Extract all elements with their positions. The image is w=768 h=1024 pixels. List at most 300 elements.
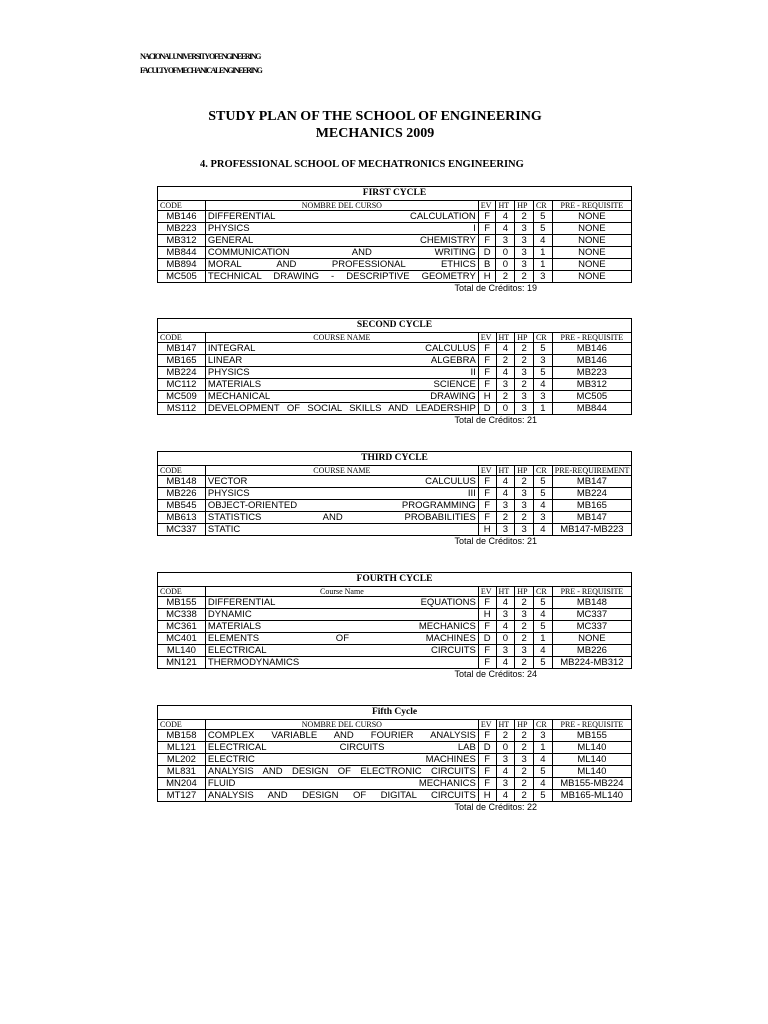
course-prerequisite: MB224-MB312 [552,657,631,669]
course-ev: H [478,391,496,403]
column-header: Course Name [205,587,478,597]
course-prerequisite: ML140 [552,754,631,766]
course-row [158,247,632,259]
course-ev: F [478,657,496,669]
course-ev: F [478,211,496,223]
course-name: DIFFERENTIAL EQUATIONS [205,597,478,609]
course-code: MC338 [158,609,206,621]
course-ev: F [478,343,496,355]
course-ht: 0 [496,259,515,271]
course-name: MORAL AND PROFESSIONAL ETHICS [205,259,478,271]
course-ht: 0 [496,742,515,754]
course-hp: 3 [515,367,534,379]
course-cr: 1 [533,259,552,271]
column-header: CR [533,201,552,211]
course-name: ANALYSIS AND DESIGN OF ELECTRONIC CIRCUITS [205,766,478,778]
course-prerequisite: NONE [552,235,631,247]
course-row [158,488,632,500]
course-code: MB894 [158,259,206,271]
course-name: STATISTICS AND PROBABILITIES [205,512,478,524]
course-ht: 4 [496,597,515,609]
course-row [158,597,632,609]
cycle-title: SECOND CYCLE [158,319,632,333]
course-hp: 2 [515,597,534,609]
course-hp: 2 [515,211,534,223]
course-row [158,621,632,633]
page-title-line-2: MECHANICS 2009 [315,126,435,141]
header-line-1: NACIONAL UNIVERSITY OF ENGINEERING [140,52,261,61]
course-row [158,367,632,379]
course-ev: H [478,524,496,536]
course-code: MC505 [158,271,206,283]
course-ev: F [478,645,496,657]
course-prerequisite: MC337 [552,621,631,633]
course-row [158,259,632,271]
course-cr: 3 [533,271,552,283]
course-hp: 2 [515,343,534,355]
cycle-total-credits [157,415,632,426]
course-ht: 3 [496,235,515,247]
column-header: HT [496,587,515,597]
course-row [158,512,632,524]
course-code: ML202 [158,754,206,766]
course-cr: 5 [534,766,553,778]
course-code: MN204 [158,778,206,790]
column-header: HP [515,587,534,597]
column-header: COURSE NAME [205,333,478,343]
course-name: ELECTRICAL CIRCUITS LAB [205,742,478,754]
course-ht: 2 [496,730,515,742]
course-hp: 2 [515,355,534,367]
course-ev: H [478,790,496,802]
cycle-title: THIRD CYCLE [158,452,632,466]
column-header: CODE [158,720,206,730]
course-cr: 4 [533,379,552,391]
column-header: HT [496,201,515,211]
course-ev: F [478,223,496,235]
course-name: ELECTRIC MACHINES [205,754,478,766]
course-ev: F [478,379,496,391]
course-ht: 0 [496,247,515,259]
column-header: PRE-REQUIREMENT [552,466,631,476]
course-prerequisite: MB165-ML140 [552,790,631,802]
course-code: MB224 [158,367,206,379]
course-ev: H [478,609,496,621]
course-hp: 3 [515,488,534,500]
course-row [158,500,632,512]
course-hp: 2 [515,730,534,742]
course-name: MECHANICAL DRAWING [205,391,478,403]
column-header: HP [515,201,534,211]
course-ev: D [478,633,496,645]
column-header-row [158,587,632,597]
course-ev: F [478,355,496,367]
course-cr: 4 [534,500,553,512]
column-header: HP [515,466,534,476]
column-header: NOMBRE DEL CURSO [205,201,478,211]
course-ht: 4 [496,367,515,379]
course-name: PHYSICS II [205,367,478,379]
course-ht: 4 [496,488,515,500]
course-ht: 3 [496,524,515,536]
course-cr: 5 [533,223,552,235]
course-hp: 3 [515,609,534,621]
course-code: MC361 [158,621,206,633]
course-code: MN121 [158,657,206,669]
course-code: MB158 [158,730,206,742]
course-row [158,609,632,621]
course-code: MC401 [158,633,206,645]
course-cr: 5 [534,488,553,500]
course-prerequisite: MB844 [552,403,631,415]
column-header: COURSE NAME [205,466,478,476]
course-hp: 2 [515,379,534,391]
course-cr: 1 [533,247,552,259]
course-cr: 5 [533,343,552,355]
course-name: DIFFERENTIAL CALCULATION [205,211,478,223]
course-prerequisite: MC337 [552,609,631,621]
column-header-row [158,720,632,730]
cycle-table [157,451,632,536]
column-header-row [158,466,632,476]
course-prerequisite: MB146 [552,355,631,367]
course-cr: 3 [534,512,553,524]
column-header: HT [496,466,515,476]
course-hp: 3 [515,645,534,657]
course-code: MB146 [158,211,206,223]
course-ev: D [478,247,496,259]
column-header-row [158,201,632,211]
course-prerequisite: MB147-MB223 [552,524,631,536]
course-code: MB165 [158,355,206,367]
course-ht: 3 [496,645,515,657]
course-prerequisite: NONE [552,211,631,223]
course-prerequisite: MB223 [552,367,631,379]
course-prerequisite: MB226 [552,645,631,657]
course-prerequisite: MB146 [552,343,631,355]
cycle-total-credits [157,802,632,813]
column-header: PRE - REQUISITE [552,587,631,597]
course-hp: 2 [515,778,534,790]
course-prerequisite: NONE [552,633,631,645]
course-code: MB155 [158,597,206,609]
course-prerequisite: MB147 [552,476,631,488]
course-name: ELECTRICAL CIRCUITS [205,645,478,657]
course-row [158,271,632,283]
course-ev: B [478,259,496,271]
course-name: ELEMENTS OF MACHINES [205,633,478,645]
course-cr: 3 [534,730,553,742]
course-name: MATERIALS SCIENCE [205,379,478,391]
column-header-row [158,333,632,343]
course-cr: 4 [534,524,553,536]
course-hp: 3 [515,223,534,235]
column-header: CR [534,587,553,597]
course-cr: 1 [534,742,553,754]
course-prerequisite: MC505 [552,391,631,403]
course-ev: F [478,488,496,500]
school-subtitle: 4. PROFESSIONAL SCHOOL OF MECHATRONICS ENGINEERING [200,159,524,170]
cycle-section [157,705,632,813]
total-credits-text: Total de Créditos: 22 [454,802,537,812]
course-cr: 1 [534,633,553,645]
course-name: THERMODYNAMICS [205,657,478,669]
course-row [158,211,632,223]
column-header: HP [515,333,534,343]
course-code: MC509 [158,391,206,403]
course-code: ML121 [158,742,206,754]
course-ev: F [478,512,496,524]
column-header: NOMBRE DEL CURSO [205,720,478,730]
course-hp: 2 [515,476,534,488]
course-cr: 5 [534,476,553,488]
course-name: GENERAL CHEMISTRY [205,235,478,247]
course-row [158,391,632,403]
course-ht: 0 [496,633,515,645]
course-prerequisite: MB148 [552,597,631,609]
course-ht: 4 [496,223,515,235]
column-header: PRE - REQUISITE [552,201,631,211]
course-hp: 3 [515,524,534,536]
course-row [158,790,632,802]
course-cr: 5 [534,790,553,802]
column-header: EV [478,201,496,211]
cycle-title: FIRST CYCLE [158,187,632,201]
course-ht: 3 [496,609,515,621]
course-ht: 4 [496,343,515,355]
cycle-section [157,186,632,294]
course-ht: 2 [496,271,515,283]
course-code: MC112 [158,379,206,391]
course-ht: 2 [496,355,515,367]
course-hp: 2 [515,766,534,778]
column-header: HT [496,333,515,343]
course-row [158,778,632,790]
total-credits-text: Total de Créditos: 19 [454,283,537,293]
course-ev: F [478,500,496,512]
course-ev: F [478,754,496,766]
course-ev: F [478,766,496,778]
course-code: MB147 [158,343,206,355]
column-header: CR [534,720,553,730]
course-row [158,633,632,645]
course-ht: 4 [496,790,515,802]
course-ev: F [478,597,496,609]
course-name: INTEGRAL CALCULUS [205,343,478,355]
column-header: PRE - REQUISITE [552,333,631,343]
course-ev: D [478,403,496,415]
course-hp: 2 [515,657,534,669]
course-prerequisite: NONE [552,271,631,283]
course-ht: 0 [496,403,515,415]
course-name: STATIC [205,524,478,536]
cycle-section [157,572,632,680]
course-prerequisite: NONE [552,259,631,271]
column-header: EV [478,587,496,597]
course-row [158,403,632,415]
course-row [158,235,632,247]
course-row [158,730,632,742]
course-name: DEVELOPMENT OF SOCIAL SKILLS AND LEADERSHIP [205,403,478,415]
course-row [158,223,632,235]
course-hp: 3 [515,403,534,415]
course-code: MB844 [158,247,206,259]
course-cr: 4 [534,609,553,621]
cycle-title-row [158,319,632,333]
column-header: EV [478,466,496,476]
cycle-table [157,572,632,669]
course-row [158,754,632,766]
course-name: COMPLEX VARIABLE AND FOURIER ANALYSIS [205,730,478,742]
cycle-title: Fifth Cycle [158,706,632,720]
course-code: ML831 [158,766,206,778]
course-name: VECTOR CALCULUS [205,476,478,488]
course-name: MATERIALS MECHANICS [205,621,478,633]
column-header: CR [533,333,552,343]
total-credits-text: Total de Créditos: 21 [454,536,537,546]
course-code: MB226 [158,488,206,500]
course-hp: 2 [515,633,534,645]
column-header: CODE [158,333,206,343]
course-code: MB312 [158,235,206,247]
cycle-total-credits [157,283,632,294]
course-name: PHYSICS I [205,223,478,235]
cycle-section [157,451,632,547]
course-hp: 3 [515,754,534,766]
course-ev: F [478,476,496,488]
course-cr: 3 [533,391,552,403]
course-ev: F [478,621,496,633]
course-ev: F [478,778,496,790]
course-hp: 2 [515,790,534,802]
course-code: MB148 [158,476,206,488]
course-prerequisite: MB224 [552,488,631,500]
course-ev: F [478,367,496,379]
course-ht: 3 [496,379,515,391]
course-row [158,476,632,488]
course-cr: 5 [534,621,553,633]
column-header: HT [496,720,515,730]
course-row [158,645,632,657]
course-prerequisite: MB155 [552,730,631,742]
course-row [158,379,632,391]
course-ev: F [478,730,496,742]
course-hp: 3 [515,259,534,271]
page-title-line-1: STUDY PLAN OF THE SCHOOL OF ENGINEERING [208,109,542,124]
total-credits-text: Total de Créditos: 21 [454,415,537,425]
course-prerequisite: MB312 [552,379,631,391]
course-ht: 4 [496,476,515,488]
course-ev: H [478,271,496,283]
cycle-total-credits [157,669,632,680]
column-header: EV [478,333,496,343]
course-name: COMMUNICATION AND WRITING [205,247,478,259]
course-hp: 3 [515,391,534,403]
column-header: EV [478,720,496,730]
column-header: CODE [158,587,206,597]
cycle-title-row [158,706,632,720]
course-ht: 3 [496,778,515,790]
course-prerequisite: ML140 [552,766,631,778]
course-ht: 4 [496,766,515,778]
course-row [158,343,632,355]
course-hp: 2 [515,742,534,754]
course-ht: 2 [496,391,515,403]
course-prerequisite: NONE [552,247,631,259]
document-header [140,50,261,78]
course-cr: 4 [534,645,553,657]
cycle-section [157,318,632,426]
course-name: OBJECT-ORIENTED PROGRAMMING [205,500,478,512]
course-hp: 2 [515,621,534,633]
column-header: CODE [158,466,206,476]
course-row [158,657,632,669]
cycle-title: FOURTH CYCLE [158,573,632,587]
course-ht: 3 [496,754,515,766]
course-cr: 5 [534,597,553,609]
course-ht: 2 [496,512,515,524]
header-line-2: FACULTY OF MECHANICAL ENGINEERING [140,66,262,75]
course-prerequisite: MB165 [552,500,631,512]
course-row [158,355,632,367]
course-prerequisite: MB155-MB224 [552,778,631,790]
course-name: LINEAR ALGEBRA [205,355,478,367]
course-ht: 4 [496,211,515,223]
course-cr: 4 [534,778,553,790]
course-code: MS112 [158,403,206,415]
course-cr: 5 [533,211,552,223]
course-cr: 4 [533,235,552,247]
cycle-table [157,318,632,415]
course-prerequisite: NONE [552,223,631,235]
course-name: DYNAMIC [205,609,478,621]
course-hp: 2 [515,271,534,283]
course-hp: 3 [515,247,534,259]
course-prerequisite: ML140 [552,742,631,754]
course-name: TECHNICAL DRAWING - DESCRIPTIVE GEOMETRY [205,271,478,283]
course-row [158,766,632,778]
cycle-table [157,705,632,802]
course-code: MT127 [158,790,206,802]
course-cr: 3 [533,355,552,367]
course-ht: 4 [496,621,515,633]
cycle-title-row [158,452,632,466]
course-ht: 4 [496,657,515,669]
course-cr: 5 [534,657,553,669]
column-header: PRE - REQUISITE [552,720,631,730]
cycle-title-row [158,573,632,587]
cycle-total-credits [157,536,632,547]
course-ht: 3 [496,500,515,512]
cycle-table [157,186,632,283]
column-header: CODE [158,201,206,211]
course-ev: D [478,742,496,754]
course-cr: 5 [533,367,552,379]
course-prerequisite: MB147 [552,512,631,524]
course-hp: 2 [515,512,534,524]
course-row [158,524,632,536]
course-row [158,742,632,754]
course-code: MB613 [158,512,206,524]
course-name: FLUID MECHANICS [205,778,478,790]
cycle-title-row [158,187,632,201]
course-cr: 4 [534,754,553,766]
column-header: HP [515,720,534,730]
course-name: ANALYSIS AND DESIGN OF DIGITAL CIRCUITS [205,790,478,802]
course-hp: 3 [515,235,534,247]
course-hp: 3 [515,500,534,512]
course-code: MC337 [158,524,206,536]
